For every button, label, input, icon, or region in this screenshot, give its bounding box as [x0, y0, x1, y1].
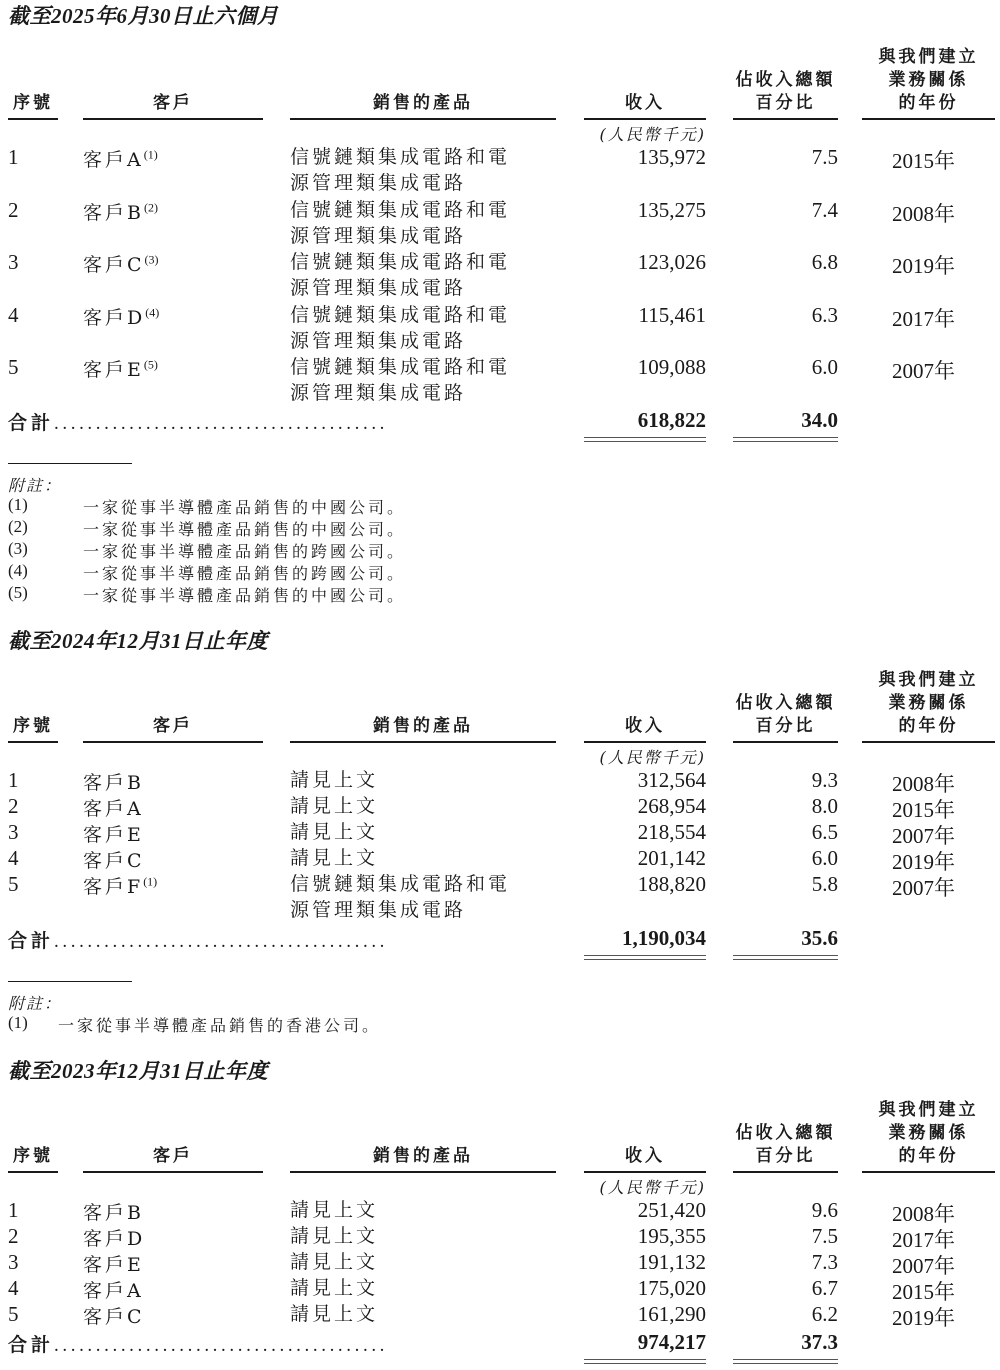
- row-year: 2019年: [892, 1306, 955, 1330]
- header-product-line: 銷售的產品: [373, 716, 473, 736]
- row-revenue: 161,290: [637, 1302, 706, 1326]
- header-underline: [8, 118, 58, 120]
- section-title: 截至2023年12月31日止年度: [8, 1059, 268, 1083]
- header-product: [290, 92, 556, 115]
- header-percent: [733, 692, 838, 738]
- header-years-line: 的年份: [898, 1146, 959, 1166]
- header-customer: [83, 92, 263, 115]
- customer-name: 客戶A: [83, 798, 144, 820]
- total-revenue: 974,217: [637, 1330, 706, 1354]
- total-label-group: [8, 1330, 388, 1357]
- header-underline: [8, 1171, 58, 1173]
- row-percent: 7.5: [811, 1224, 838, 1248]
- row-percent: 9.6: [811, 1198, 838, 1222]
- row-revenue: 175,020: [637, 1276, 706, 1300]
- row-product: [290, 793, 378, 819]
- row-year: 2015年: [892, 149, 955, 173]
- header-underline: [733, 741, 838, 743]
- row-percent: 5.8: [811, 872, 838, 896]
- row-customer: [83, 794, 144, 821]
- leader-dots: ........................................: [54, 1335, 389, 1356]
- double-underline: [584, 955, 706, 960]
- row-percent: 8.0: [811, 794, 838, 818]
- product-line-1: 請見上文: [290, 1303, 379, 1325]
- header-percent-line: 佔收入總額: [735, 70, 836, 90]
- customer-name: 客戶C: [83, 1306, 145, 1328]
- double-underline: [733, 437, 838, 442]
- row-revenue: 191,132: [637, 1250, 706, 1274]
- customer-name: 客戶C: [83, 254, 145, 276]
- header-revenue-line: 收入: [625, 93, 665, 113]
- header-customer-line: 客戶: [153, 93, 193, 113]
- customer-name: 客戶A: [83, 149, 144, 171]
- header-years-line: 與我們建立: [878, 670, 979, 690]
- row-product: [290, 1275, 378, 1301]
- footnote-index: (1): [8, 1013, 28, 1032]
- row-revenue: 195,355: [637, 1224, 706, 1248]
- total-label-group: [8, 926, 388, 953]
- footnote-text: 一家從事半導體產品銷售的中國公司。: [83, 498, 407, 517]
- header-underline: [862, 1171, 995, 1173]
- customer-name: 客戶E: [83, 824, 144, 846]
- row-product: [290, 1197, 378, 1223]
- row-seq: 3: [8, 820, 19, 844]
- product-line-2: 源管理類集成電路: [290, 277, 467, 299]
- header-underline: [733, 1171, 838, 1173]
- row-seq: 3: [8, 250, 19, 274]
- row-product: [290, 197, 510, 249]
- product-line-1: 請見上文: [290, 847, 379, 869]
- row-year: 2015年: [892, 798, 955, 822]
- notes-divider: [8, 463, 132, 464]
- footnote-text: 一家從事半導體產品銷售的中國公司。: [83, 520, 407, 539]
- row-seq: 4: [8, 1276, 19, 1300]
- row-year: 2015年: [892, 1280, 955, 1304]
- footnote-ref: (1): [143, 874, 158, 889]
- header-years-line: 業務關係: [888, 1123, 969, 1143]
- header-percent-line: 佔收入總額: [735, 693, 836, 713]
- row-customer: [83, 1224, 145, 1251]
- header-years: [862, 46, 995, 115]
- row-percent: 7.3: [811, 1250, 838, 1274]
- header-underline: [290, 1171, 556, 1173]
- header-underline: [83, 1171, 263, 1173]
- footnote-ref: (1): [143, 147, 158, 162]
- header-customer-line: 客戶: [153, 716, 193, 736]
- row-revenue: 135,275: [637, 197, 706, 222]
- row-customer: [83, 846, 145, 873]
- row-seq: 5: [8, 1302, 19, 1326]
- row-customer: [83, 1302, 145, 1329]
- row-customer: [83, 1198, 144, 1225]
- footnote-ref: (4): [145, 305, 160, 320]
- footnote-index: (2): [8, 517, 28, 536]
- product-line-1: 信號鏈類集成電路和電: [290, 198, 511, 221]
- row-year: 2008年: [892, 772, 955, 796]
- header-underline: [584, 118, 706, 120]
- section-title: 截至2025年6月30日止六個月: [8, 4, 279, 28]
- product-line-2: 源管理類集成電路: [290, 899, 467, 921]
- total-percent: 35.6: [801, 926, 838, 950]
- row-percent: 7.4: [811, 197, 838, 222]
- total-revenue: 618,822: [637, 408, 706, 432]
- header-years-line: 的年份: [898, 716, 959, 736]
- row-product: [290, 1249, 378, 1275]
- double-underline: [584, 437, 706, 442]
- row-seq: 1: [8, 145, 19, 169]
- product-line-2: 源管理類集成電路: [290, 172, 467, 194]
- header-percent-line: 百分比: [755, 1146, 816, 1166]
- customer-name: 客戶C: [83, 850, 145, 872]
- footnote-text: 一家從事半導體產品銷售的香港公司。: [58, 1016, 382, 1035]
- header-seq: [8, 1145, 58, 1168]
- header-percent-line: 佔收入總額: [735, 1123, 836, 1143]
- header-years-line: 與我們建立: [878, 1100, 979, 1120]
- row-year: 2007年: [892, 359, 955, 383]
- product-line-1: 信號鏈類集成電路和電: [290, 873, 511, 895]
- row-year: 2008年: [892, 1202, 955, 1226]
- header-underline: [8, 741, 58, 743]
- header-product: [290, 715, 556, 738]
- header-seq: [8, 92, 58, 115]
- row-percent: 6.7: [811, 1276, 838, 1300]
- row-revenue: 251,420: [637, 1198, 706, 1222]
- notes-divider: [8, 981, 132, 982]
- row-percent: 6.5: [811, 820, 838, 844]
- row-revenue: 188,820: [637, 872, 706, 896]
- header-years: [862, 1099, 995, 1168]
- footnote-text: 一家從事半導體產品銷售的跨國公司。: [83, 564, 407, 583]
- header-revenue-line: 收入: [625, 1146, 665, 1166]
- header-underline: [862, 118, 995, 120]
- row-year: 2007年: [892, 1254, 955, 1278]
- row-customer: [83, 1276, 144, 1303]
- row-revenue: 109,088: [637, 355, 706, 379]
- total-label: 合計: [8, 1334, 55, 1356]
- row-product: [290, 249, 510, 301]
- header-percent-line: 百分比: [755, 93, 816, 113]
- row-year: 2008年: [892, 201, 955, 226]
- header-revenue: [584, 715, 706, 738]
- row-revenue: 123,026: [637, 250, 706, 274]
- footnote-index: (5): [8, 583, 28, 602]
- notes-heading: 附註：: [8, 994, 63, 1013]
- header-percent: [733, 69, 838, 115]
- footnote-ref: (2): [143, 200, 158, 215]
- notes-heading: 附註：: [8, 476, 63, 495]
- row-year: 2007年: [892, 824, 955, 848]
- row-year: 2017年: [892, 306, 955, 331]
- product-line-2: 源管理類集成電路: [290, 329, 467, 352]
- product-line-1: 請見上文: [290, 1199, 379, 1221]
- row-seq: 5: [8, 872, 19, 896]
- product-line-1: 信號鏈類集成電路和電: [290, 146, 511, 168]
- header-percent: [733, 1122, 838, 1168]
- row-revenue: 201,142: [637, 846, 706, 870]
- row-seq: 2: [8, 794, 19, 818]
- total-label: 合計: [8, 412, 55, 434]
- row-year: 2017年: [892, 1228, 955, 1252]
- row-revenue: 115,461: [638, 302, 706, 327]
- header-years-line: 與我們建立: [878, 47, 979, 67]
- unit-label: (人民幣千元): [599, 1178, 706, 1197]
- header-underline: [290, 741, 556, 743]
- footnote-ref: (3): [144, 252, 159, 267]
- header-underline: [290, 118, 556, 120]
- customer-name: 客戶E: [83, 1254, 144, 1276]
- row-product: [290, 845, 378, 871]
- row-customer: [83, 198, 158, 225]
- product-line-2: 源管理類集成電路: [290, 224, 467, 247]
- header-seq-line: 序號: [13, 93, 53, 113]
- customer-name: 客戶B: [83, 201, 144, 224]
- row-percent: 6.0: [811, 846, 838, 870]
- customer-name: 客戶B: [83, 772, 144, 794]
- row-seq: 1: [8, 768, 19, 792]
- unit-label: (人民幣千元): [599, 125, 706, 144]
- header-underline: [83, 118, 263, 120]
- customer-name: 客戶B: [83, 1202, 144, 1224]
- row-customer: [83, 820, 144, 847]
- header-revenue: [584, 92, 706, 115]
- footnote-text: 一家從事半導體產品銷售的中國公司。: [83, 586, 407, 605]
- product-line-1: 請見上文: [290, 769, 379, 791]
- row-product: [290, 871, 510, 923]
- leader-dots: ........................................: [54, 931, 389, 952]
- product-line-1: 請見上文: [290, 1251, 379, 1273]
- product-line-1: 請見上文: [290, 821, 379, 843]
- header-underline: [733, 118, 838, 120]
- header-customer-line: 客戶: [153, 1146, 193, 1166]
- row-revenue: 312,564: [637, 768, 706, 792]
- header-product-line: 銷售的產品: [373, 93, 473, 113]
- header-underline: [862, 741, 995, 743]
- header-underline: [584, 741, 706, 743]
- header-years: [862, 669, 995, 738]
- footnote-index: (4): [8, 561, 28, 580]
- header-years-line: 的年份: [898, 93, 959, 113]
- row-seq: 3: [8, 1250, 19, 1274]
- product-line-1: 請見上文: [290, 1277, 379, 1299]
- row-seq: 4: [8, 846, 19, 870]
- row-customer: [83, 768, 144, 795]
- product-line-1: 信號鏈類集成電路和電: [290, 356, 511, 378]
- row-seq: 2: [8, 1224, 19, 1248]
- header-customer: [83, 1145, 263, 1168]
- row-seq: 5: [8, 355, 19, 379]
- row-product: [290, 354, 510, 406]
- header-revenue: [584, 1145, 706, 1168]
- row-percent: 7.5: [811, 145, 838, 169]
- row-product: [290, 302, 510, 354]
- total-percent: 34.0: [801, 408, 838, 432]
- row-product: [290, 819, 378, 845]
- customer-name: 客戶D: [83, 1228, 146, 1250]
- row-percent: 6.0: [811, 355, 838, 379]
- product-line-1: 信號鏈類集成電路和電: [290, 251, 511, 273]
- product-line-2: 源管理類集成電路: [290, 382, 467, 404]
- double-underline: [733, 955, 838, 960]
- total-label: 合計: [8, 930, 55, 952]
- row-customer: [83, 145, 158, 172]
- row-revenue: 218,554: [637, 820, 706, 844]
- footnote-index: (3): [8, 539, 28, 558]
- double-underline: [733, 1359, 838, 1364]
- section-title: 截至2024年12月31日止年度: [8, 629, 268, 653]
- row-percent: 6.3: [811, 302, 838, 327]
- header-years-line: 業務關係: [888, 693, 969, 713]
- row-seq: 1: [8, 1198, 19, 1222]
- row-customer: [83, 872, 157, 899]
- row-revenue: 135,972: [637, 145, 706, 169]
- row-customer: [83, 303, 159, 330]
- header-product: [290, 1145, 556, 1168]
- customer-name: 客戶D: [83, 306, 146, 329]
- customer-name: 客戶F: [83, 876, 144, 898]
- row-product: [290, 1301, 378, 1327]
- row-product: [290, 1223, 378, 1249]
- header-revenue-line: 收入: [625, 716, 665, 736]
- header-product-line: 銷售的產品: [373, 1146, 473, 1166]
- row-seq: 4: [8, 302, 19, 327]
- total-revenue: 1,190,034: [622, 926, 706, 950]
- row-year: 2007年: [892, 876, 955, 900]
- footnote-index: (1): [8, 495, 28, 514]
- header-seq: [8, 715, 58, 738]
- footnote-ref: (5): [143, 357, 158, 372]
- row-year: 2019年: [892, 850, 955, 874]
- header-seq-line: 序號: [13, 716, 53, 736]
- row-customer: [83, 355, 158, 382]
- header-underline: [584, 1171, 706, 1173]
- row-product: [290, 144, 510, 196]
- leader-dots: ........................................: [54, 413, 389, 434]
- row-percent: 9.3: [811, 768, 838, 792]
- row-revenue: 268,954: [637, 794, 706, 818]
- row-customer: [83, 1250, 144, 1277]
- header-seq-line: 序號: [13, 1146, 53, 1166]
- header-underline: [83, 741, 263, 743]
- customer-name: 客戶A: [83, 1280, 144, 1302]
- header-years-line: 業務關係: [888, 70, 969, 90]
- footnote-text: 一家從事半導體產品銷售的跨國公司。: [83, 542, 407, 561]
- product-line-1: 信號鏈類集成電路和電: [290, 303, 511, 326]
- product-line-1: 請見上文: [290, 795, 379, 817]
- header-percent-line: 百分比: [755, 716, 816, 736]
- total-percent: 37.3: [801, 1330, 838, 1354]
- unit-label: (人民幣千元): [599, 748, 706, 767]
- row-percent: 6.8: [811, 250, 838, 274]
- row-year: 2019年: [892, 254, 955, 278]
- total-label-group: [8, 408, 388, 435]
- row-percent: 6.2: [811, 1302, 838, 1326]
- customer-name: 客戶E: [83, 359, 144, 381]
- double-underline: [584, 1359, 706, 1364]
- row-customer: [83, 250, 159, 277]
- row-seq: 2: [8, 197, 19, 222]
- row-product: [290, 767, 378, 793]
- product-line-1: 請見上文: [290, 1225, 379, 1247]
- header-customer: [83, 715, 263, 738]
